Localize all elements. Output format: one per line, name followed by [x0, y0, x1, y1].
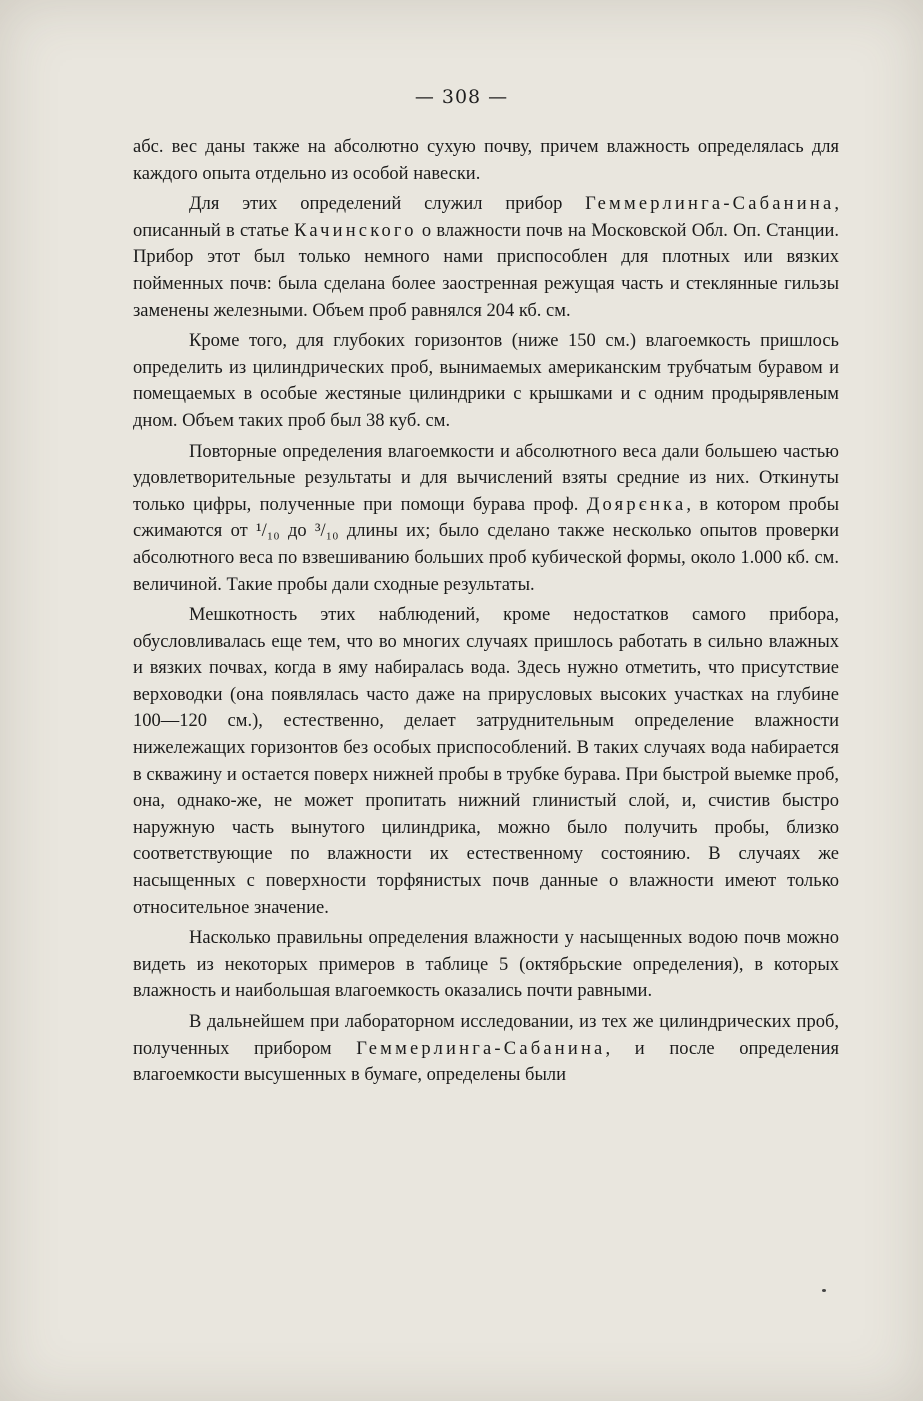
author-name-gemmerling-sabanin-2: Геммерлинга-Сабанина	[356, 1038, 606, 1059]
paragraph-1: абс. вес даны также на абсолютно сухую почву, причем влажность определялась для каждого опыта отдельно из особой навески.	[133, 137, 839, 184]
paragraph-7-text-a: В дальнейшем при лабораторном исследовании, из тех же цилиндрических проб, полученных прибором	[133, 1012, 839, 1059]
page-number: — 308 —	[414, 86, 509, 108]
paragraph-3: Кроме того, для глубоких горизонтов (ниже 150 см.) влагоемкость пришлось определить из цилиндрических проб, вынимаемых американским трубчатым буравом и помещаемых в особые жестяные цилиндрики с крышками и с одним продырявленым дном. Объем таких проб был 38 куб. см.	[133, 331, 839, 431]
paragraph-7-text-b: , и после определения влагоемкости высушенных в бумаге, определены были	[133, 1038, 839, 1086]
paragraph-7	[133, 1009, 839, 1089]
print-speck	[822, 1289, 826, 1292]
body-text	[133, 134, 839, 1089]
paragraph-2-text-c: о влажности почв на Московской Обл. Оп. Станции. Прибор этот был только немного нами приспособлен для плотных или вязких пойменных почв: была сделана более заостренная режущая часть и стеклянные гильзы заменены железными. Объем проб равнялся 204 кб. см.	[133, 220, 839, 321]
paragraph-5: Мешкотность этих наблюдений, кроме недостатков самого прибора, обусловливалась еще тем, что во многих случаях пришлось работать в сильно влажных и вязких почвах, когда в яму набиралась вода. Здесь нужно отметить, что присутствие верховодки (она появлялась часто даже на прирусловых высоких участках на глубине 100—120 см.), естественно, делает затруднительным определение влажности нижележащих горизонтов без особых приспособлений. В таких случаях вода набирается в скважину и остается поверх нижней пробы в трубке бурава. При быстрой выемке проб, она, однако-же, не может пропитать нижний глинистый слой, и, счистив быстро наружную часть вынутого цилиндрика, можно было получить пробы, близко соответствующие по влажности их естественному состоянию. В случаях же насыщенных с поверхности торфянистых почв данные о влажности имеют только относительное значение.	[133, 605, 839, 918]
paragraph-4-text-a: Повторные определения влагоемкости и абсолютного веса дали большею частью удовлетворительные результаты и для вычислений взяты средние из них. Откинуты только цифры, полученные при помощи бурава проф.	[133, 441, 839, 515]
paragraph-4-text-b: , в котором пробы сжимаются от ¹/₁₀ до ³/₁₀ длины их; было сделано также несколько опытов проверки абсолютного веса по взвешиванию больших проб кубической формы, около 1.000 кб. см. величиной. Такие пробы дали сходные результаты.	[133, 494, 839, 595]
author-name-doyarenko: Доярєнка	[586, 494, 687, 515]
paragraph-2-text-a: Для этих определений служил прибор	[189, 194, 586, 215]
paragraph-2-text-b: , описанный в статье	[133, 194, 839, 241]
author-name-kachinsky: Качинского	[294, 220, 417, 241]
paragraph-6: Насколько правильны определения влажности у насыщенных водою почв можно видеть из некоторых примеров в таблице 5 (октябрьские определения), в которых влажность и наибольшая влагоемкость оказались почти равными.	[133, 928, 839, 1002]
author-name-gemmerling-sabanin: Геммерлинга-Сабанина	[585, 194, 835, 215]
paragraph-2	[133, 191, 839, 324]
paragraph-4	[133, 439, 839, 599]
